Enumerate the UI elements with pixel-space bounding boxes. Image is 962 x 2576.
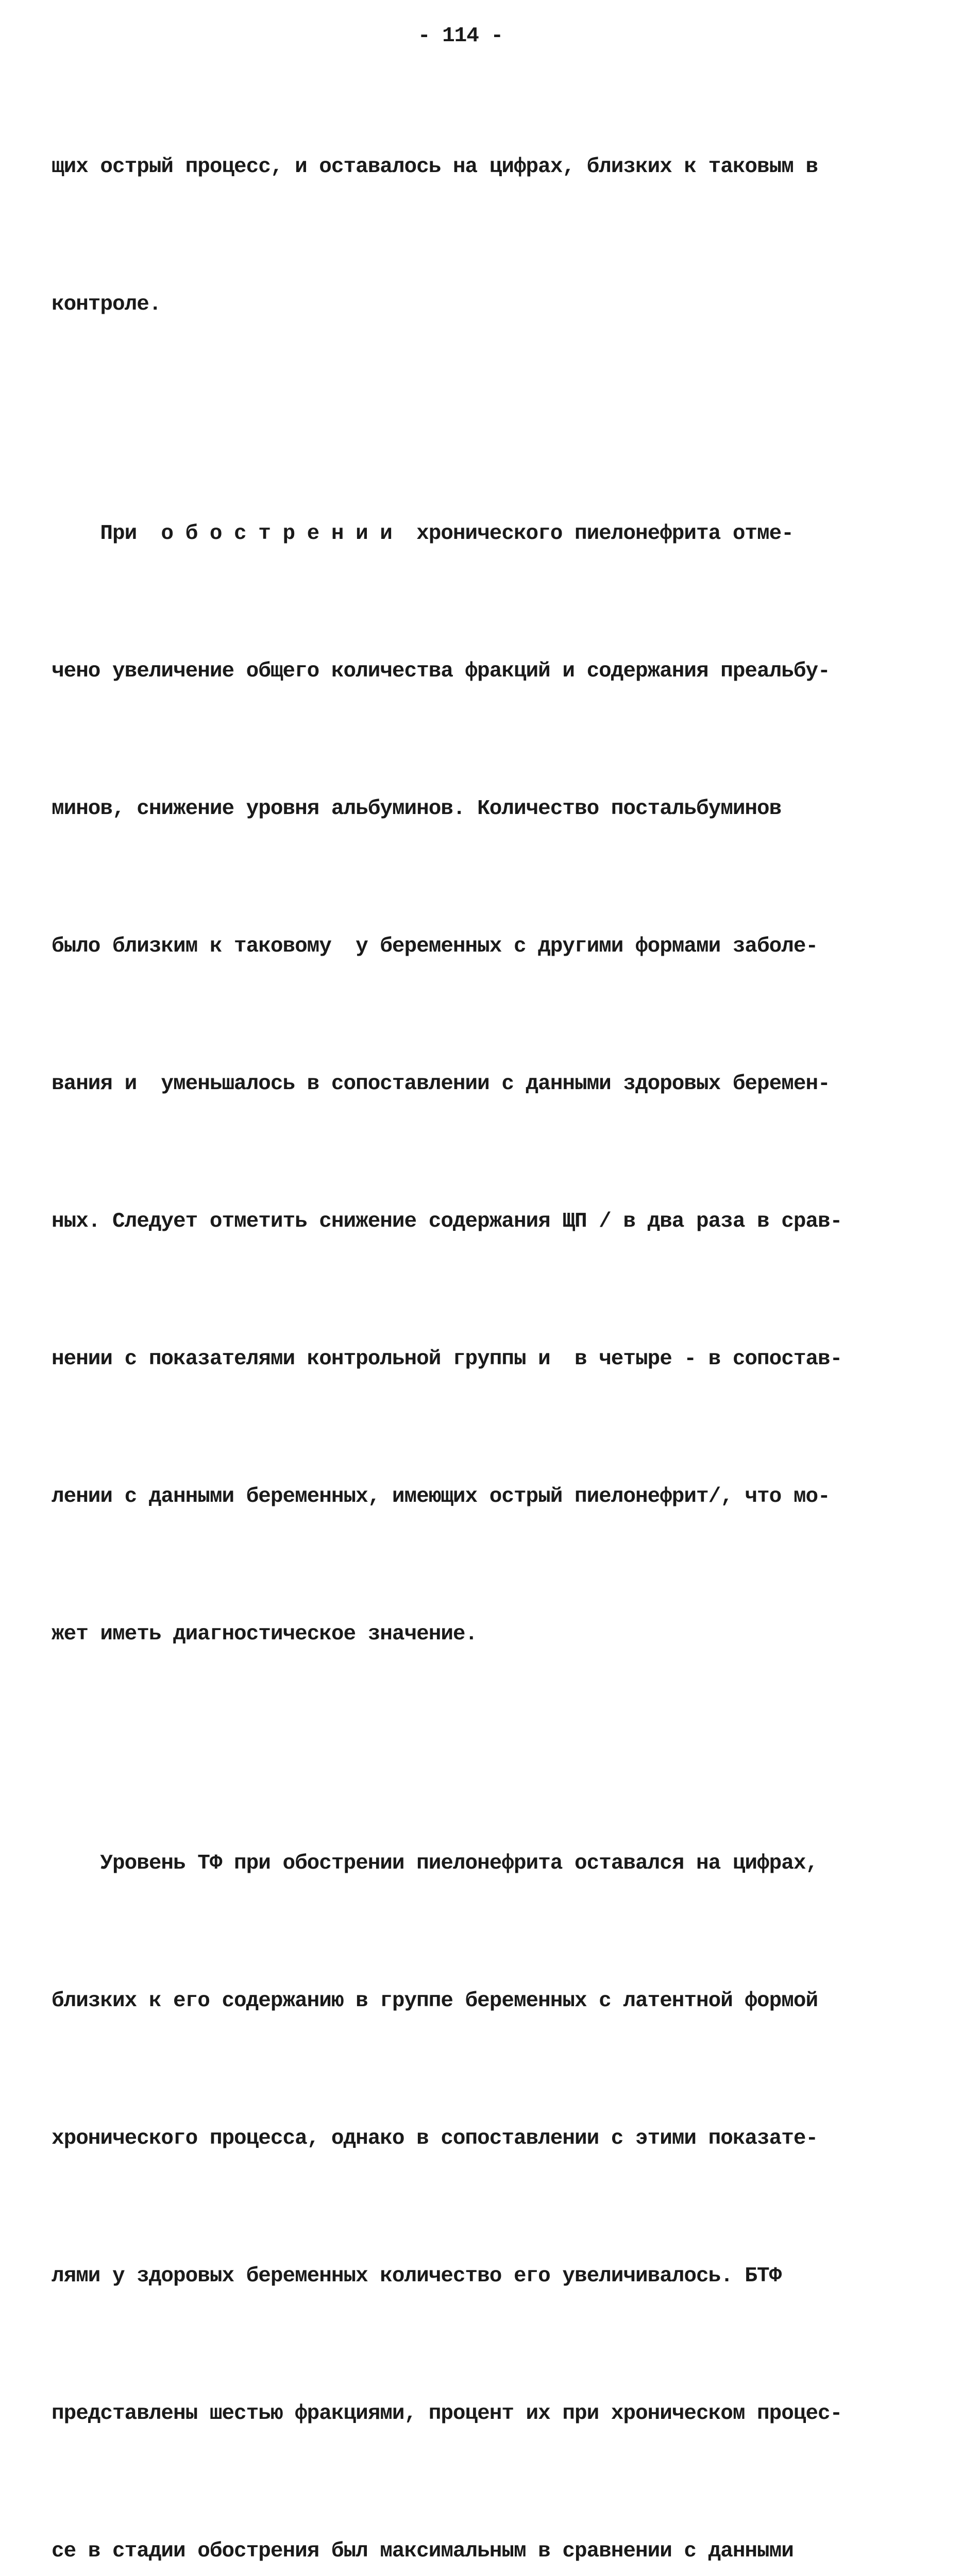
- text-line: было близким к таковому у беременных с другими формами заболе-: [52, 935, 818, 958]
- text-line: минов, снижение уровня альбуминов. Количество постальбуминов: [52, 797, 782, 821]
- text-line: близких к его содержанию в группе беременных с латентной формой: [52, 1989, 818, 2013]
- text-line: ных. Следует отметить снижение содержания ЩП / в два раза в срав-: [52, 1210, 842, 1233]
- text-line: Уровень ТФ при обострении пиелонефрита оставался на цифрах,: [52, 1852, 818, 1875]
- text-line: лении с данными беременных, имеющих острый пиелонефрит/, что мо-: [52, 1485, 830, 1509]
- text-line: хронического процесса, однако в сопоставлении с этими показате-: [52, 2127, 818, 2150]
- text-line: щих острый процесс, и оставалось на цифрах, близких к таковым в: [52, 155, 818, 179]
- text-line: вания и уменьшалось в сопоставлении с данными здоровых беремен-: [52, 1072, 830, 1096]
- text-line: нении с показателями контрольной группы и в четыре - в сопостав-: [52, 1347, 842, 1371]
- text-line: жет иметь диагностическое значение.: [52, 1622, 478, 1646]
- page-number: - 114 -: [417, 24, 503, 48]
- text-line: чено увеличение общего количества фракций и содержания преальбу-: [52, 659, 830, 683]
- paragraph-1: [52, 53, 931, 419]
- text-line: лями у здоровых беременных количество его увеличивалось. БТФ: [52, 2264, 782, 2288]
- text-line: представлены шестью фракциями, процент их при хроническом процес-: [52, 2402, 842, 2426]
- text-line: контроле.: [52, 293, 161, 316]
- text-line: При о б о с т р е н и и хронического пиелонефрита отме-: [52, 522, 794, 546]
- paragraph-2: [52, 419, 931, 1749]
- text-line: се в стадии обострения был максимальным в сравнении с данными: [52, 2539, 794, 2563]
- paragraph-3: [52, 1749, 931, 2576]
